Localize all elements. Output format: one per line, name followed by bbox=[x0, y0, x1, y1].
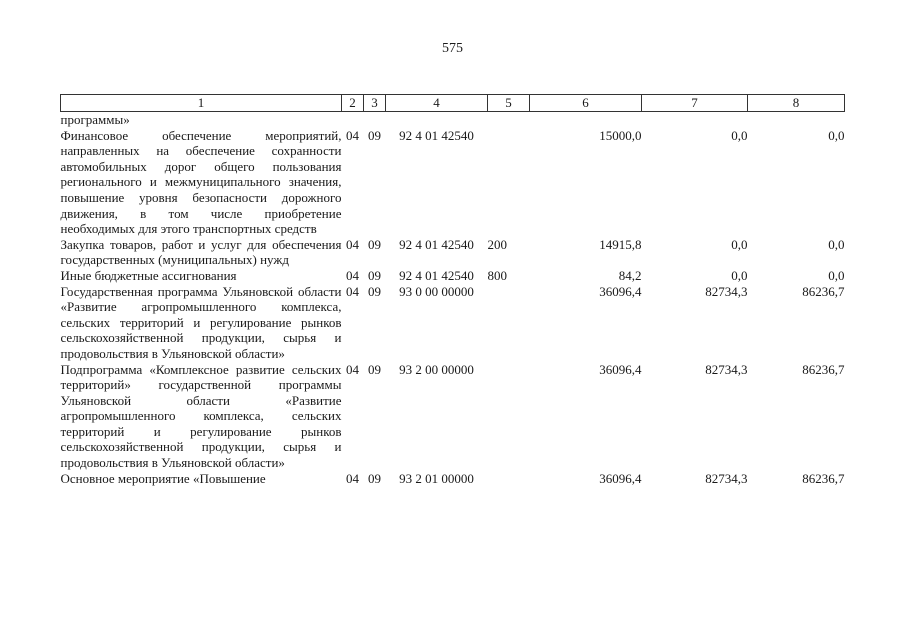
header-row bbox=[61, 95, 845, 112]
cell-amount-col8: 0,0 bbox=[828, 127, 845, 143]
row-name: Иные бюджетные ассигнования bbox=[60, 267, 237, 283]
row-name: Финансовое обеспечение мероприятий, направленных на обеспечение сохранности автомобильных дорог общего пользования регионального и межмуниципального значения, повышение уровня безопасности дорожного движения, в том числе приобретение необходимых для этого транспортных средств bbox=[60, 127, 342, 237]
cell-amount-col7: 82734,3 bbox=[705, 283, 748, 299]
cell-amount-col7: 0,0 bbox=[731, 236, 748, 252]
cell-expense-type bbox=[488, 128, 530, 237]
table-row bbox=[61, 237, 845, 268]
cell-amount-col7: 0,0 bbox=[731, 127, 748, 143]
cell-amount-col8: 0,0 bbox=[828, 267, 845, 283]
cell-amount-col7: 82734,3 bbox=[705, 470, 748, 486]
cell-expense-type: 200 bbox=[487, 236, 507, 252]
cell-subsection: 09 bbox=[368, 283, 381, 299]
row-name: программы» bbox=[60, 112, 130, 127]
col-header-4: 4 bbox=[386, 95, 488, 112]
cell-amount-col6: 36096,4 bbox=[599, 470, 642, 486]
cell-expense-type bbox=[488, 112, 530, 128]
cell-expense-type bbox=[488, 362, 530, 471]
cell-section: 04 bbox=[346, 470, 359, 486]
cell-section: 04 bbox=[346, 283, 359, 299]
cell-amount-col7: 82734,3 bbox=[705, 361, 748, 377]
cell-amount-col8: 86236,7 bbox=[802, 470, 845, 486]
table-row bbox=[61, 284, 845, 362]
cell-target-article: 92 4 01 42540 bbox=[399, 267, 474, 283]
cell-target-article bbox=[386, 112, 488, 128]
cell-target-article: 93 2 00 00000 bbox=[399, 361, 474, 377]
cell-section: 04 bbox=[346, 236, 359, 252]
cell-amount-col8: 86236,7 bbox=[802, 361, 845, 377]
cell-expense-type: 800 bbox=[487, 267, 507, 283]
cell-amount-col6: 84,2 bbox=[618, 267, 642, 283]
table-row bbox=[61, 128, 845, 237]
table-row bbox=[61, 471, 845, 487]
cell-section: 04 bbox=[346, 267, 359, 283]
cell-target-article: 92 4 01 42540 bbox=[399, 127, 474, 143]
cell-amount-col6: 36096,4 bbox=[599, 361, 642, 377]
cell-amount-col8 bbox=[748, 112, 845, 128]
budget-table bbox=[60, 94, 845, 486]
table-row bbox=[61, 112, 845, 128]
cell-target-article: 93 0 00 00000 bbox=[399, 283, 474, 299]
table-row bbox=[61, 362, 845, 471]
cell-target-article: 93 2 01 00000 bbox=[399, 470, 474, 486]
row-name: Закупка товаров, работ и услуг для обеспечения государственных (муниципальных) нужд bbox=[60, 236, 342, 268]
col-header-3: 3 bbox=[364, 95, 386, 112]
row-name: Государственная программа Ульяновской области «Развитие агропромышленного комплекса, сельских территорий и регулирование рынков сельскохозяйственной продукции, сырья и продовольствия в Ульяновской области» bbox=[60, 283, 342, 361]
cell-section bbox=[342, 112, 364, 128]
row-name: Основное мероприятие «Повышение bbox=[60, 470, 266, 486]
cell-expense-type bbox=[488, 471, 530, 487]
col-header-2: 2 bbox=[342, 95, 364, 112]
cell-subsection bbox=[364, 112, 386, 128]
col-header-5: 5 bbox=[488, 95, 530, 112]
row-name: Подпрограмма «Комплексное развитие сельских территорий» государственной программы Ульяновской области «Развитие агропромышленного комплекса, сельских территорий и регулирование рынков сельскохозяйственной продукции, сырья и продовольствия в Ульяновской области» bbox=[60, 361, 342, 471]
cell-amount-col6: 15000,0 bbox=[599, 127, 642, 143]
cell-subsection: 09 bbox=[368, 236, 381, 252]
cell-section: 04 bbox=[346, 127, 359, 143]
cell-amount-col7: 0,0 bbox=[731, 267, 748, 283]
cell-target-article: 92 4 01 42540 bbox=[399, 236, 474, 252]
cell-amount-col8: 0,0 bbox=[828, 236, 845, 252]
page-number: 575 bbox=[442, 41, 463, 56]
cell-amount-col6: 36096,4 bbox=[599, 283, 642, 299]
cell-section: 04 bbox=[346, 361, 359, 377]
cell-amount-col7 bbox=[642, 112, 748, 128]
table-row bbox=[61, 268, 845, 284]
col-header-6: 6 bbox=[530, 95, 642, 112]
cell-subsection: 09 bbox=[368, 127, 381, 143]
cell-expense-type bbox=[488, 284, 530, 362]
col-header-8: 8 bbox=[748, 95, 845, 112]
cell-amount-col8: 86236,7 bbox=[802, 283, 845, 299]
col-header-1: 1 bbox=[61, 95, 342, 112]
cell-amount-col6: 14915,8 bbox=[599, 236, 642, 252]
col-header-7: 7 bbox=[642, 95, 748, 112]
cell-amount-col6 bbox=[530, 112, 642, 128]
cell-subsection: 09 bbox=[368, 361, 381, 377]
cell-subsection: 09 bbox=[368, 267, 381, 283]
cell-subsection: 09 bbox=[368, 470, 381, 486]
